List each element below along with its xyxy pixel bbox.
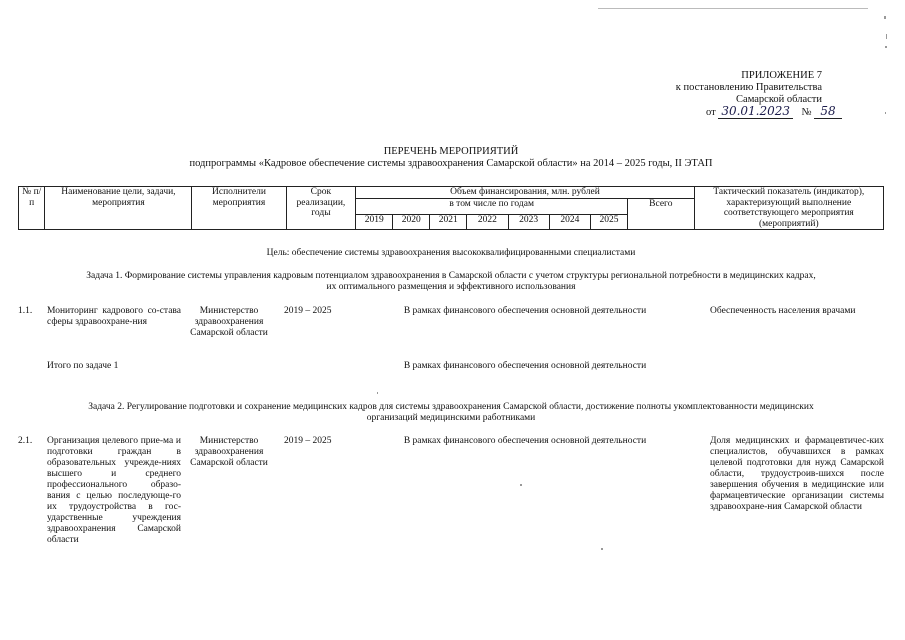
task1-total-funding: В рамках финансового обеспечения основной деятельности: [403, 361, 647, 371]
row-2-1-term: 2019 – 2025: [284, 436, 332, 446]
col-year: 2021: [430, 215, 467, 230]
row-2-1-num: 2.1.: [18, 436, 33, 446]
document-subtitle: подпрограммы «Кадровое обеспечение системы здравоохранения Самарской области» на 2014 – 2025 годы, II ЭТАП: [189, 158, 713, 169]
measures-table-header: [18, 186, 884, 230]
row-1-1-num: 1.1.: [18, 306, 33, 316]
col-year: 2023: [508, 215, 549, 230]
col-total: Всего: [628, 199, 695, 230]
goal-text: Цель: обеспечение системы здравоохранения высококвалифицированными специалистами: [266, 248, 636, 258]
col-year: 2025: [591, 215, 628, 230]
scan-artifact-dot: [520, 484, 522, 486]
scan-artifact-line: [598, 8, 868, 9]
task1-title: [18, 271, 884, 293]
task1-total-label: Итого по задаче 1: [47, 361, 119, 371]
scan-artifact-dot: [884, 16, 886, 19]
appendix-line1: к постановлению Правительства: [675, 82, 822, 93]
col-executors: Исполнители мероприятия: [192, 187, 286, 230]
col-by-years: в том числе по годам: [356, 199, 628, 215]
task2-title-line1: Задача 2. Регулирование подготовки и сохранение медицинских кадров для системы здравоохранения Самарской области, достижение полноты укомплектованности медицинских: [88, 402, 814, 412]
row-1-1-term: 2019 – 2025: [284, 306, 332, 316]
col-indicator: Тактический показатель (индикатор), характеризующий выполнение соответствующего мероприятия (мероприятий): [694, 187, 883, 230]
task1-title-line1: Задача 1. Формирование системы управления кадровым потенциалом здравоохранения в Самарской области с учетом структуры региональной потребности в медицинских кадрах,: [86, 271, 816, 281]
col-year: 2022: [467, 215, 508, 230]
date-value: 30.01.2023: [718, 104, 793, 119]
date-prefix: от: [706, 107, 716, 118]
scan-artifact-dot: [885, 46, 887, 48]
task2-title-line2: организаций медицинскими работниками: [366, 413, 536, 423]
col-funding: Объем финансирования, млн. рублей: [356, 187, 694, 199]
scan-artifact-dot: [886, 34, 887, 39]
col-term: Срок реализации, годы: [286, 187, 356, 230]
col-year: 2024: [549, 215, 590, 230]
scan-artifact-dot: [377, 392, 378, 394]
task1-title-line2: их оптимального размещения и эффективного использования: [326, 282, 576, 292]
appendix-line2: Самарской области: [736, 94, 822, 105]
appendix-title: ПРИЛОЖЕНИЕ 7: [741, 70, 822, 81]
row-2-1-funding: В рамках финансового обеспечения основной деятельности: [403, 436, 647, 446]
row-2-1-executor: Министерство здравоохранения Самарской области: [190, 436, 268, 468]
appendix-block: [600, 70, 822, 106]
number-value: 58: [814, 104, 841, 119]
col-year: 2020: [393, 215, 430, 230]
appendix-date-line: [706, 104, 842, 118]
document-title: ПЕРЕЧЕНЬ МЕРОПРИЯТИЙ: [383, 146, 519, 157]
row-2-1-indicator: Доля медицинских и фармацевтичес-ких специалистов, обучавшихся в рамках целевой подготовки для нужд Самарской области, трудоустроив-шихся после завершения обучения в медицинские или фармацевтические организации системы здравоохране-ния Самарской области: [710, 436, 884, 512]
col-year: 2019: [356, 215, 393, 230]
row-2-1-name: Организация целевого прие-ма и подготовки граждан в образовательных учрежде-ниях высшего и среднего профессионального образо-вания с целью последующе-го их трудоустройства в гос-ударственные учреждения здравоохранения Самарской области: [47, 436, 181, 545]
col-num: № п/п: [19, 187, 45, 230]
col-name: Наименование цели, задачи, мероприятия: [45, 187, 192, 230]
row-1-1-name: Мониторинг кадрового со-става сферы здравоохране-ния: [47, 306, 181, 327]
row-1-1-executor: Министерство здравоохранения Самарской области: [190, 306, 268, 338]
scan-artifact-dot: [601, 548, 603, 550]
scan-artifact-dot: [885, 112, 886, 114]
row-1-1-indicator: Обеспеченность населения врачами: [710, 306, 856, 316]
task2-title: [18, 402, 884, 424]
row-1-1-funding: В рамках финансового обеспечения основной деятельности: [403, 306, 647, 316]
number-prefix: №: [801, 107, 812, 118]
